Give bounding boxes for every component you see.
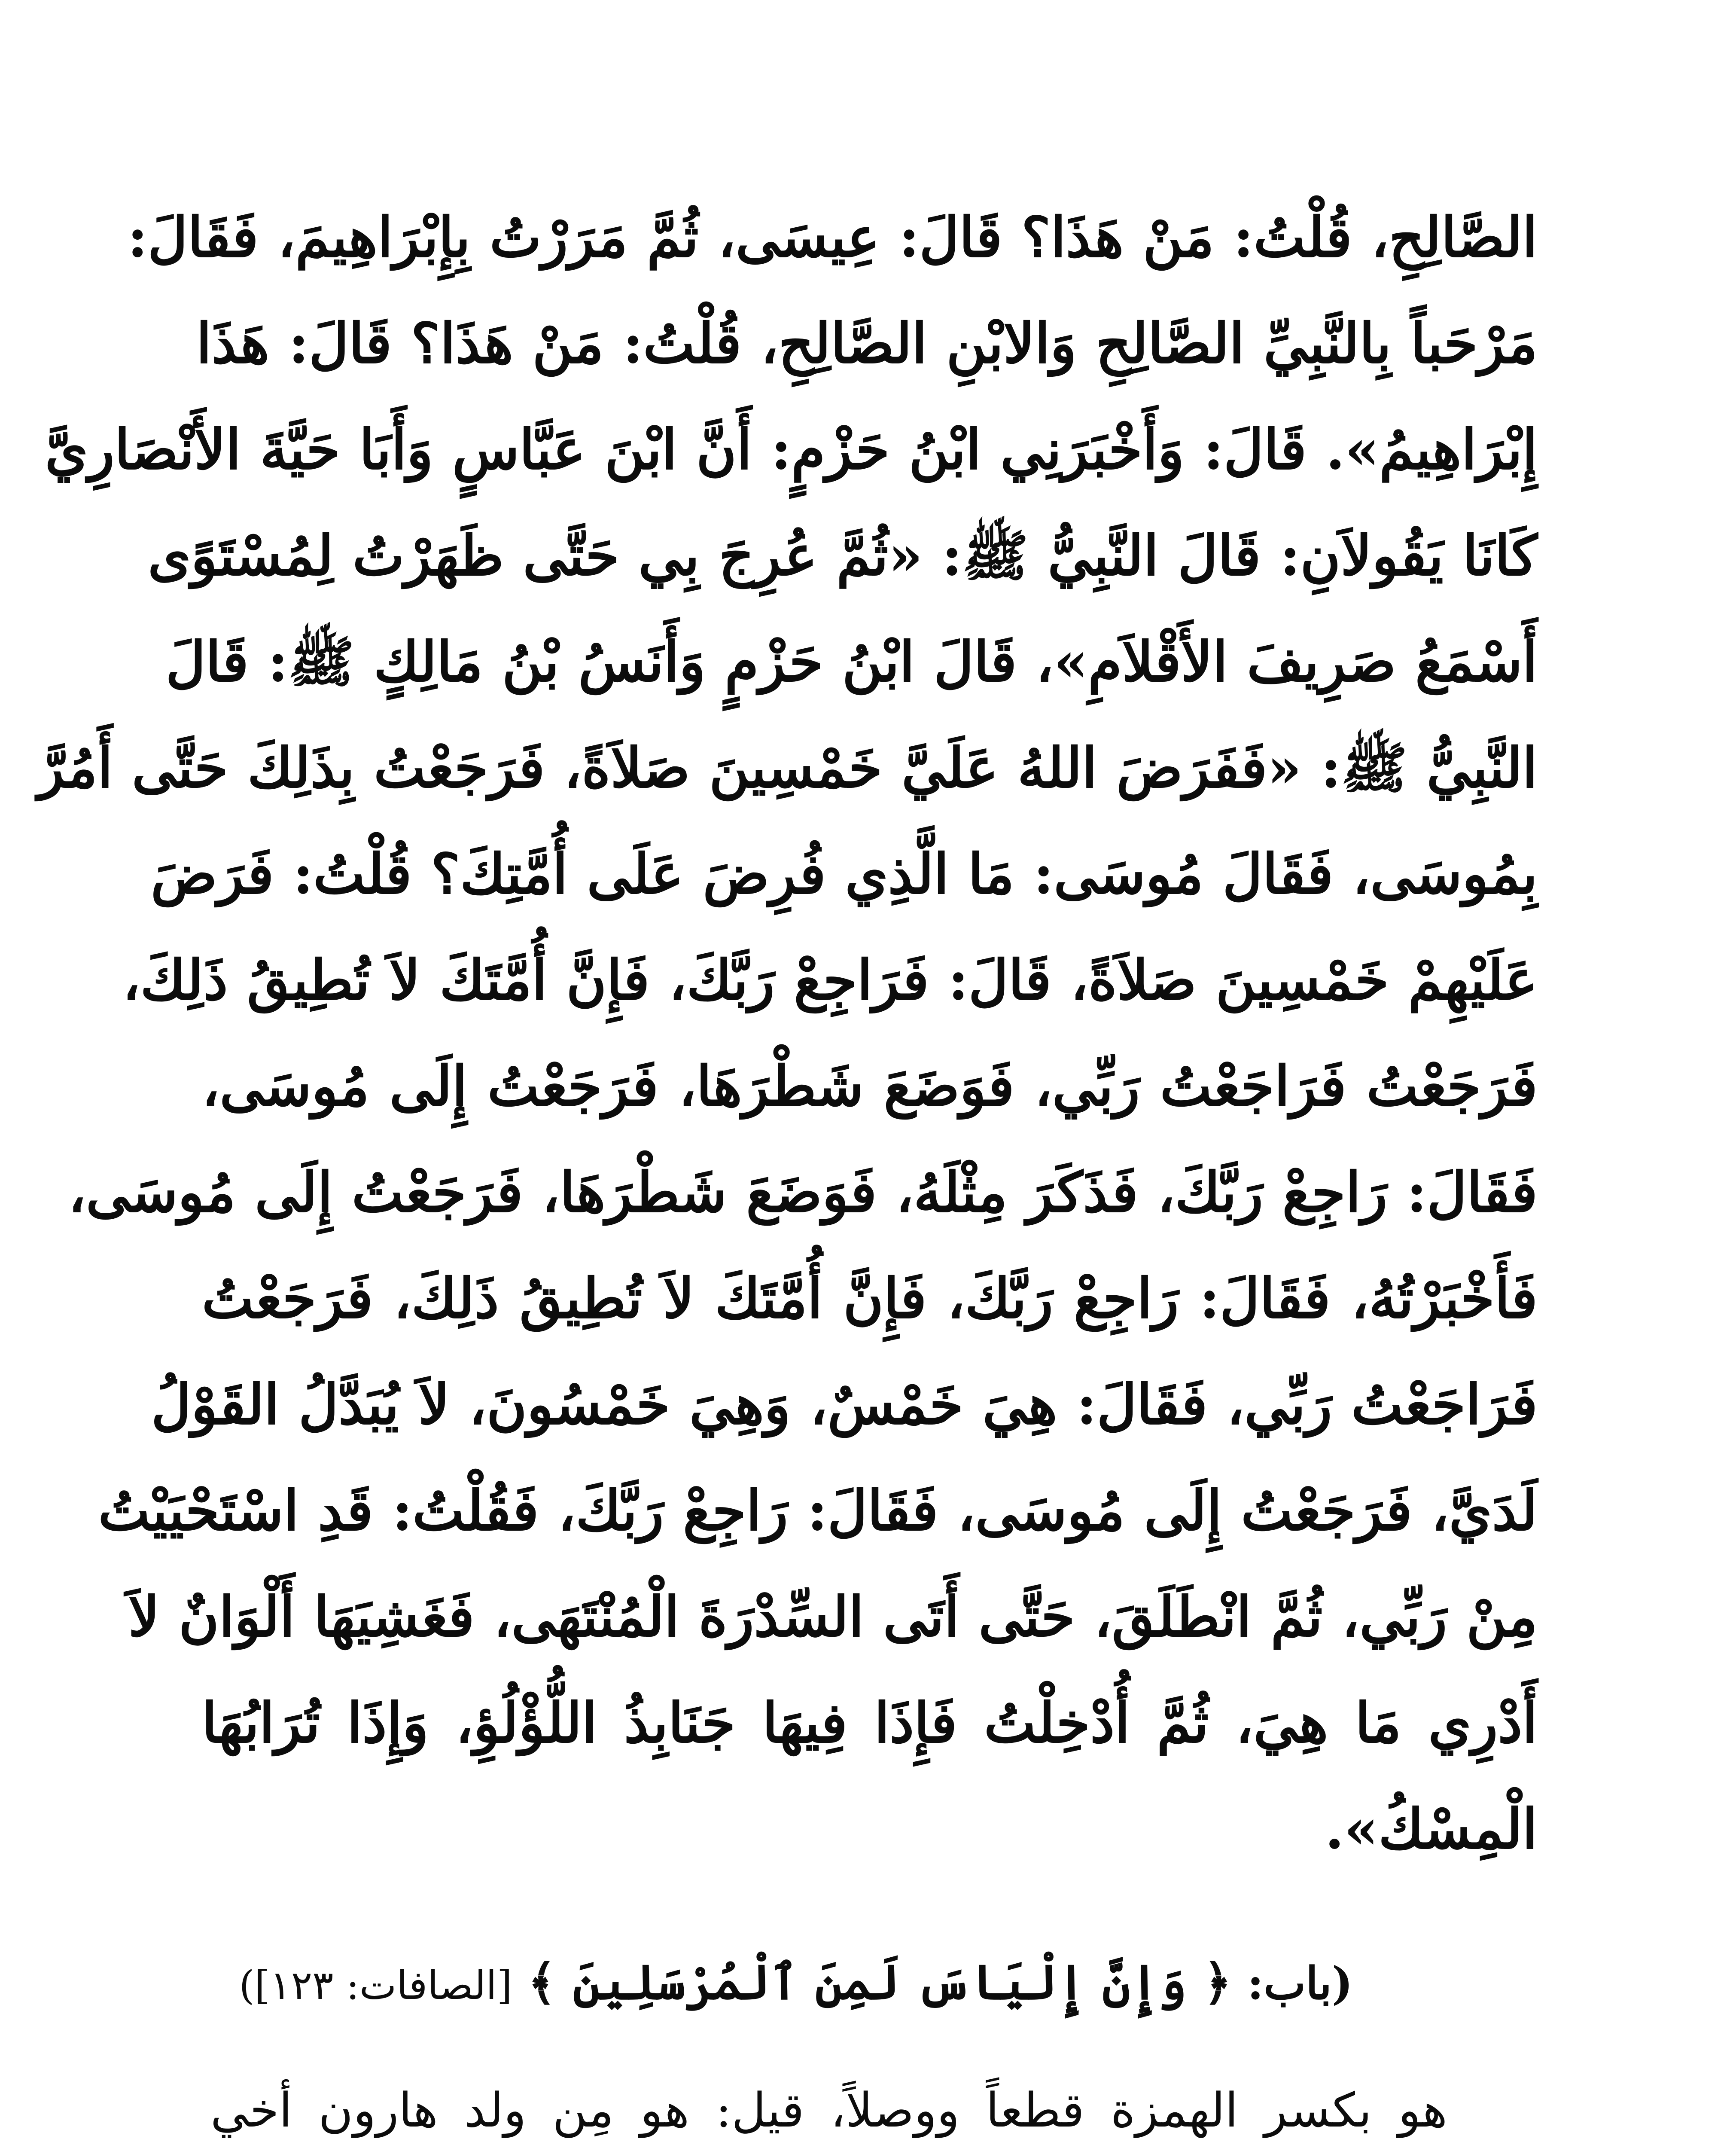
text-line: مَرْحَباً بِالنَّبِيِّ الصَّالِحِ وَالابْنِ الصَّالِحِ، قُلْتُ: مَنْ هَذَا؟ قَالَ: هَذَا <box>196 311 1538 376</box>
text-line: لَدَيَّ، فَرَجَعْتُ إِلَى مُوسَى، فَقَالَ: رَاجِعْ رَبَّكَ، فَقُلْتُ: قَدِ اسْتَحْيَيْتُ <box>98 1479 1538 1543</box>
text-line: فَقَالَ: رَاجِعْ رَبَّكَ، فَذَكَرَ مِثْلَهُ، فَوَضَعَ شَطْرَهَا، فَرَجَعْتُ إِلَى مُوسَى، <box>68 1160 1538 1225</box>
text-line: النَّبِيُّ ﷺ: «فَفَرَضَ اللهُ عَلَيَّ خَمْسِينَ صَلاَةً، فَرَجَعْتُ بِذَلِكَ حَتَّى أَمُرَّ <box>37 736 1538 800</box>
text-line: أَسْمَعُ صَرِيفَ الأَقْلاَمِ»، قَالَ ابْنُ حَزْمٍ وَأَنَسُ بْنُ مَالِكٍ ﷺ: قَالَ <box>165 630 1538 694</box>
text-line: مِنْ رَبِّي، ثُمَّ انْطَلَقَ، حَتَّى أَتَى السِّدْرَةَ الْمُنْتَهَى، فَغَشِيَهَا أَلْوَانٌ لاَ <box>128 1585 1538 1649</box>
hadith-text-block <box>37 185 1538 1883</box>
commentary-block <box>210 2058 1538 2148</box>
text-line: عَلَيْهِمْ خَمْسِينَ صَلاَةً، قَالَ: فَرَاجِعْ رَبَّكَ، فَإِنَّ أُمَّتَكَ لاَ تُطِيقُ ذَلِكَ، <box>122 948 1538 1013</box>
text-line: بِمُوسَى، فَقَالَ مُوسَى: مَا الَّذِي فُرِضَ عَلَى أُمَّتِكَ؟ قُلْتُ: فَرَضَ <box>151 842 1538 906</box>
text-line: أَدْرِي مَا هِيَ، ثُمَّ أُدْخِلْتُ فَإِذَا فِيهَا جَنَابِذُ اللُّؤْلُؤِ، وَإِذَا تُرَابُهَا <box>202 1691 1538 1755</box>
text-line: فَرَاجَعْتُ رَبِّي، فَقَالَ: هِيَ خَمْسٌ، وَهِيَ خَمْسُونَ، لاَ يُبَدَّلُ القَوْلُ <box>151 1373 1538 1437</box>
text-line: كَانَا يَقُولاَنِ: قَالَ النَّبِيُّ ﷺ: «ثُمَّ عُرِجَ بِي حَتَّى ظَهَرْتُ لِمُسْتَوًى <box>148 524 1538 588</box>
commentary-line: هو بكسر الهمزة قطعاً ووصلاً، قيل: هو مِن ولد هارون أخي <box>210 2083 1447 2138</box>
text-line: الصَّالِحِ، قُلْتُ: مَنْ هَذَا؟ قَالَ: عِيسَى، ثُمَّ مَرَرْتُ بِإِبْرَاهِيمَ، فَقَالَ: <box>127 205 1538 270</box>
quran-verse: ﴿ وَإِنَّ إِلْيَاسَ لَمِنَ ٱلْمُرْسَلِينَ ﴾ <box>527 1954 1232 2011</box>
verse-reference: [الصافات: ١٢٣]) <box>239 1962 512 2008</box>
text-line: فَأَخْبَرْتُهُ، فَقَالَ: رَاجِعْ رَبَّكَ، فَإِنَّ أُمَّتَكَ لاَ تُطِيقُ ذَلِكَ، فَرَجَعْتُ <box>202 1266 1538 1331</box>
text-line: فَرَجَعْتُ فَرَاجَعْتُ رَبِّي، فَوَضَعَ شَطْرَهَا، فَرَجَعْتُ إِلَى مُوسَى، <box>202 1054 1538 1119</box>
chapter-heading <box>239 1950 1353 2018</box>
text-line: الْمِسْكُ». <box>1325 1797 1538 1861</box>
text-line: إِبْرَاهِيمُ». قَالَ: وَأَخْبَرَنِي ابْنُ حَزْمٍ: أَنَّ ابْنَ عَبَّاسٍ وَأَبَا حَيَّةَ الأَنْصَارِيَّ <box>45 418 1538 482</box>
chapter-heading-prefix: (باب: <box>1247 1957 1353 2010</box>
